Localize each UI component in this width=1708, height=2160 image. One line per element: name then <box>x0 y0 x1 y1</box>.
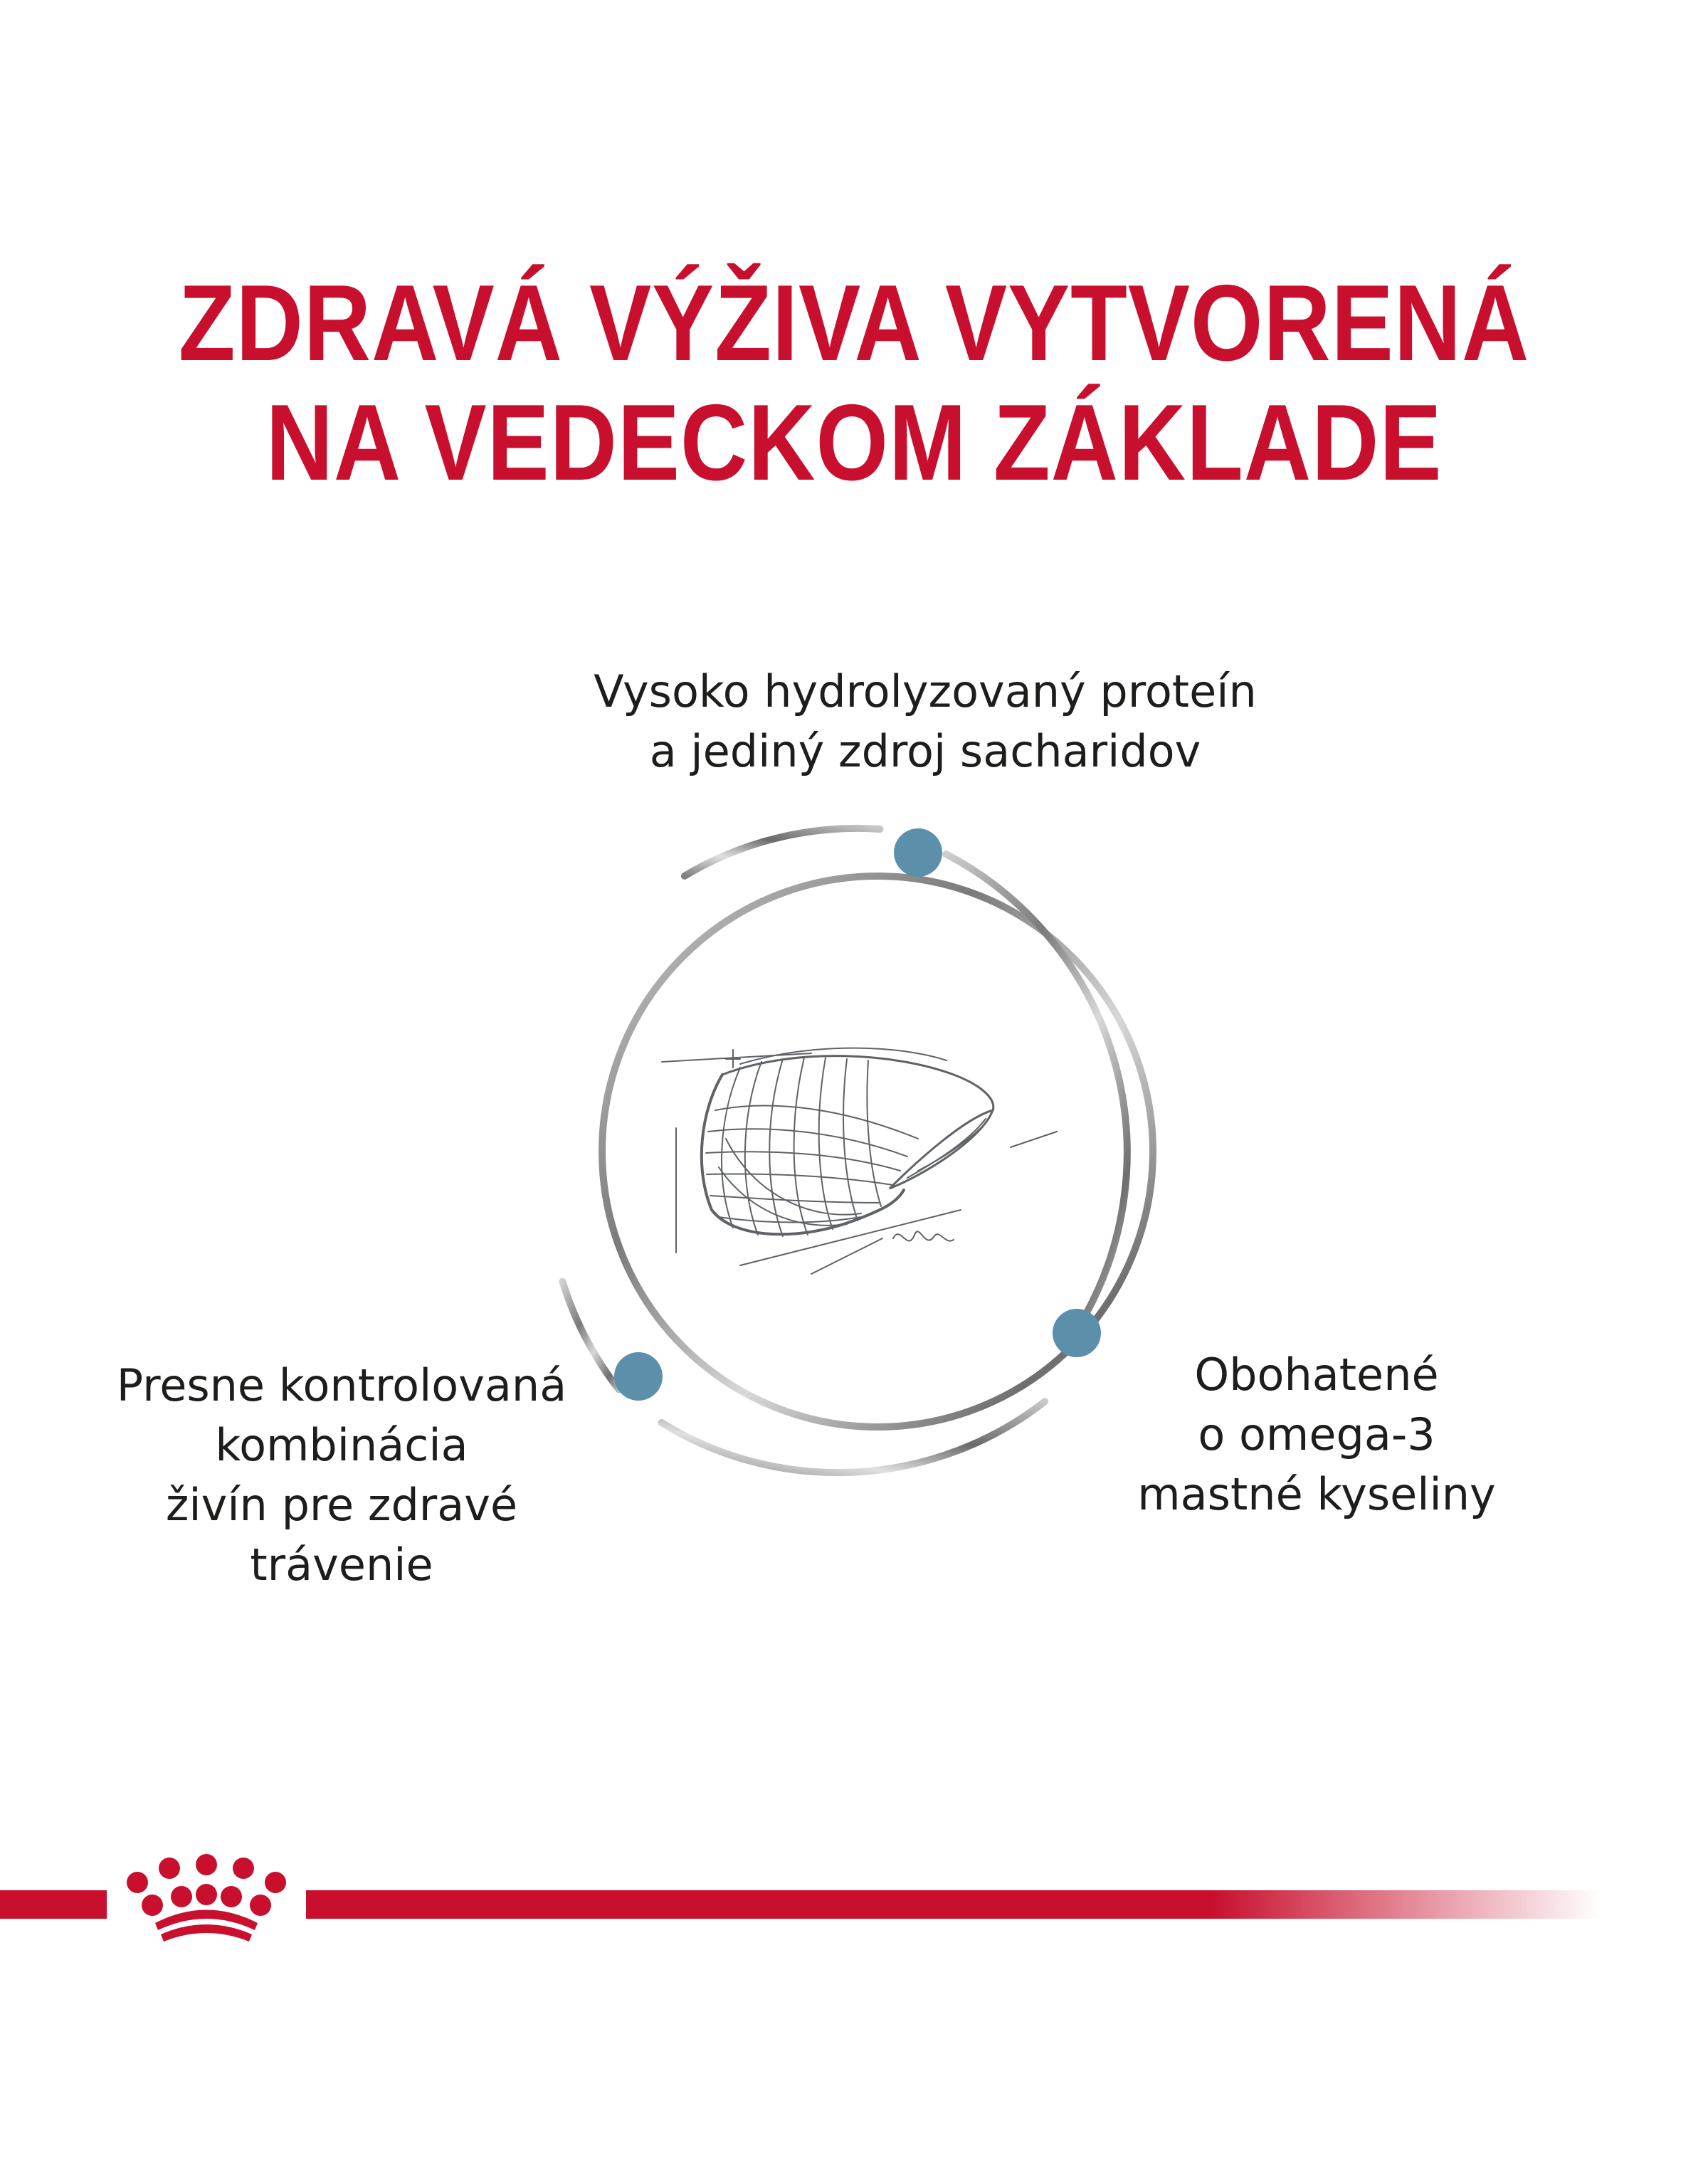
kibble-sketch-icon <box>662 1048 1057 1274</box>
benefit-digestion-line-3: živín pre zdravé <box>165 1479 518 1531</box>
dot-right <box>1053 1309 1101 1357</box>
benefits-diagram <box>0 783 1708 1530</box>
page-title <box>120 263 1588 502</box>
benefit-protein-line-2: a jediný zdroj sacharidov <box>649 725 1201 777</box>
benefit-protein-line-1: Vysoko hydrolyzovaný proteín <box>594 665 1257 717</box>
brand-footer <box>0 1850 1708 1943</box>
benefit-protein <box>498 662 1352 781</box>
dot-top <box>894 828 942 877</box>
brand-bar-left <box>0 1890 107 1919</box>
outer-ring-arc-top-left <box>685 828 880 876</box>
royal-canin-crown-logo <box>127 1854 286 1942</box>
outer-ring-arc-bottom-left <box>562 1282 618 1390</box>
brand-bar-right <box>306 1890 1601 1919</box>
benefit-omega3-line-3: mastné kyseliny <box>1137 1468 1496 1520</box>
outer-ring-arc-bottom <box>661 1401 1045 1473</box>
title-line-2: NA VEDECKOM ZÁKLADE <box>265 382 1443 503</box>
benefit-digestion-line-4: trávenie <box>250 1539 433 1591</box>
benefit-digestion-line-1: Presne kontrolovaná <box>116 1359 567 1411</box>
benefit-digestion-line-2: kombinácia <box>215 1419 468 1471</box>
dot-left <box>614 1352 663 1401</box>
benefit-omega3-line-1: Obohatené <box>1194 1349 1439 1401</box>
title-line-1: ZDRAVÁ VÝŽIVA VYTVORENÁ <box>178 263 1530 384</box>
benefit-omega3-line-2: o omega-3 <box>1198 1408 1435 1460</box>
